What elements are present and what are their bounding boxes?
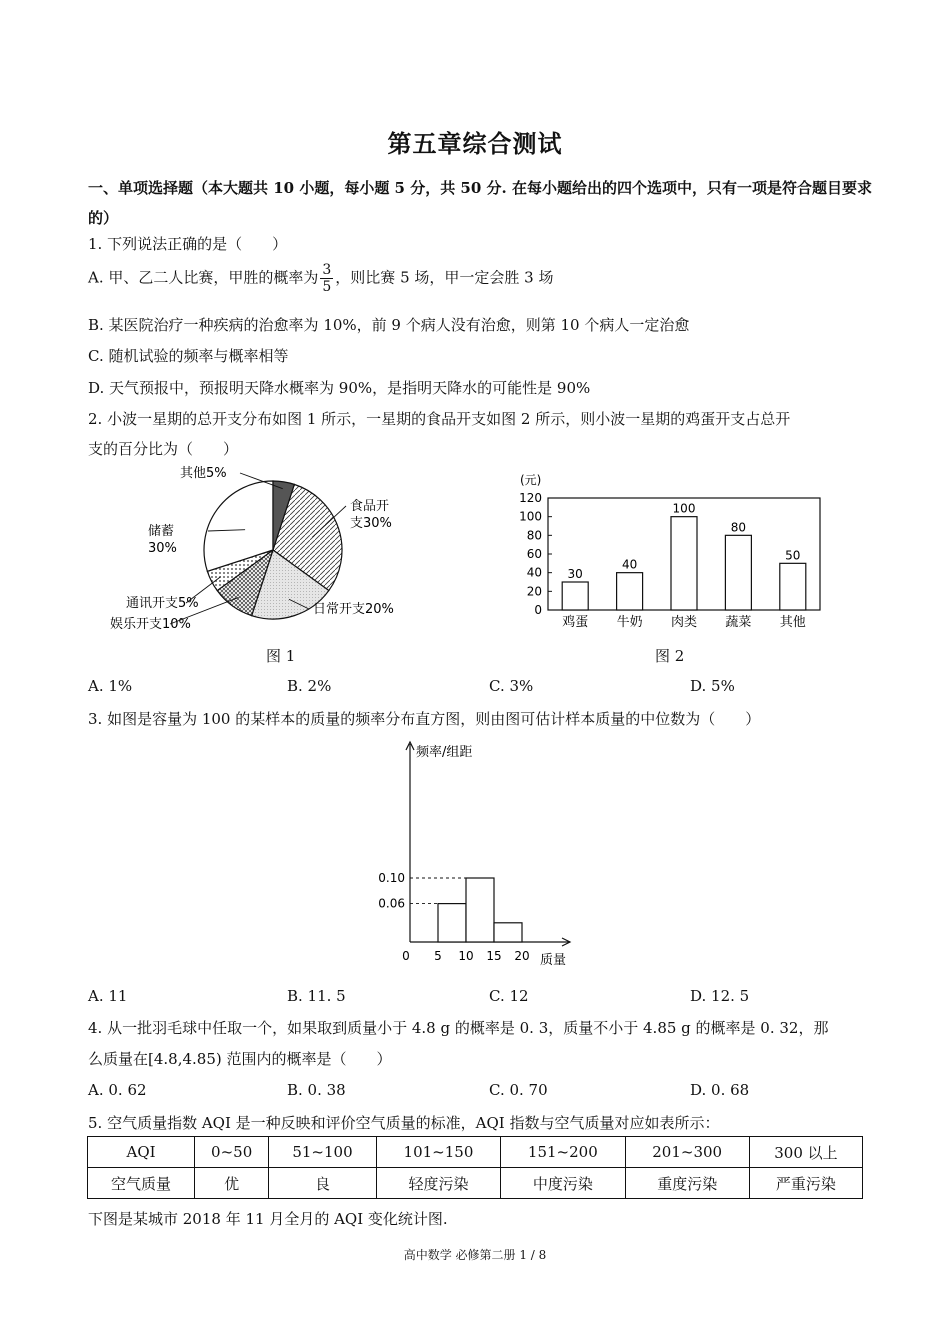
- x-tick-label: 20: [514, 949, 530, 963]
- page-title: 第五章综合测试: [387, 129, 563, 158]
- pie-label-line: 通讯开支5%: [126, 596, 199, 611]
- y-tick-label: 120: [519, 491, 542, 505]
- q4-option-b: B. 0. 38: [287, 1081, 346, 1099]
- q4-option-c: C. 0. 70: [489, 1081, 548, 1099]
- x-tick-label: 5: [434, 949, 442, 963]
- pie-label-line: 支30%: [350, 516, 392, 531]
- x-tick-label: 15: [486, 949, 502, 963]
- q2-option-b: B. 2%: [287, 677, 332, 695]
- pie-label: [313, 601, 394, 617]
- q2-option-d: D. 5%: [690, 677, 735, 695]
- bar-value-label: 50: [785, 548, 801, 563]
- histogram: [365, 738, 585, 970]
- fraction-denominator: 5: [322, 279, 332, 295]
- bar-value-label: 80: [730, 520, 747, 535]
- table-cell: 严重污染: [749, 1168, 862, 1199]
- y-tick-label: 0: [534, 603, 542, 617]
- table-cell: 重度污染: [625, 1168, 749, 1199]
- fraction-numerator: 3: [322, 262, 332, 278]
- q1-option-d: D. 天气预报中，预报明天降水概率为 90%，是指明天降水的可能性是 90%: [88, 379, 591, 397]
- bar-value-label: 100: [672, 501, 696, 516]
- table-cell: 中度污染: [501, 1168, 625, 1199]
- bar: [780, 563, 806, 610]
- bar: [671, 517, 697, 610]
- table-cell: 轻度污染: [376, 1168, 500, 1199]
- pie-label-line: 日常开支20%: [313, 602, 394, 617]
- q4-stem-line2: 么质量在[4.8,4.85) 范围内的概率是（ ）: [88, 1050, 392, 1068]
- x-category-label: 鸡蛋: [562, 615, 589, 630]
- q3-option-b: B. 11. 5: [287, 987, 346, 1005]
- table-cell: 51~100: [269, 1137, 377, 1168]
- table-row: [88, 1137, 863, 1168]
- x-category-label: 肉类: [670, 615, 698, 630]
- y-tick-label: 40: [526, 565, 542, 580]
- x-axis-label: 质量: [540, 953, 567, 968]
- y-tick-label: 20: [526, 584, 542, 599]
- x-category-label: 其他: [779, 615, 806, 630]
- aqi-table: [87, 1136, 863, 1199]
- bar: [725, 535, 751, 610]
- pie-label-line: 30%: [148, 541, 177, 556]
- table-cell: 300 以上: [749, 1137, 862, 1168]
- pie-label: [180, 465, 227, 481]
- table-cell: 151~200: [501, 1137, 625, 1168]
- q1-stem: 1. 下列说法正确的是（ ）: [88, 235, 288, 253]
- bar-chart: [500, 468, 840, 638]
- y-tick-label: 100: [519, 509, 542, 524]
- table-cell: 空气质量: [88, 1168, 195, 1199]
- q4-stem-line1: 4. 从一批羽毛球中任取一个，如果取到质量小于 4.8 g 的概率是 0. 3，质量不小于 4.85 g 的概率是 0. 32，那: [88, 1019, 829, 1037]
- pie-label: [110, 616, 191, 632]
- y-axis-label: (元): [520, 473, 542, 487]
- x-category-label: 蔬菜: [725, 615, 752, 630]
- table-cell: 优: [195, 1168, 269, 1199]
- y-tick-label: 0.10: [378, 871, 405, 885]
- q5-after-text: 下图是某城市 2018 年 11 月全月的 AQI 变化统计图.: [88, 1210, 448, 1228]
- q2-option-c: C. 3%: [489, 677, 534, 695]
- pie-label-line: 食品开: [350, 499, 390, 514]
- y-tick-label: 60: [526, 547, 542, 561]
- section-heading: 一、单项选择题（本大题共 10 小题，每小题 5 分，共 50 分. 在每小题给出的四个选项中，只有一项是符合题目要求的）: [88, 179, 872, 227]
- y-axis-label: 频率/组距: [416, 745, 473, 760]
- table-cell: 良: [269, 1168, 377, 1199]
- x-tick-label: 10: [458, 949, 474, 963]
- q1-option-c: C. 随机试验的频率与概率相等: [88, 347, 289, 365]
- pie-label: [148, 523, 177, 556]
- pie-label: [126, 595, 199, 611]
- histogram-bar: [466, 878, 494, 942]
- q2-option-a: A. 1%: [88, 677, 133, 695]
- table-row: [88, 1168, 863, 1199]
- x-category-label: 牛奶: [616, 615, 643, 630]
- y-tick-label: 80: [526, 528, 542, 543]
- pie-label: [350, 499, 392, 531]
- y-tick-label: 0.06: [378, 896, 405, 911]
- q4-option-d: D. 0. 68: [690, 1081, 750, 1099]
- pie-leader-line: [186, 577, 221, 603]
- table-cell: 201~300: [625, 1137, 749, 1168]
- pie-chart: [110, 455, 440, 640]
- bar-value-label: 30: [567, 567, 583, 581]
- pie-label-line: 其他5%: [180, 466, 227, 481]
- page-footer: 高中数学 必修第二册 1 / 8: [403, 1248, 547, 1262]
- figure-1-caption: 图 1: [266, 647, 296, 665]
- pie-label-line: 储蓄: [148, 524, 175, 539]
- q4-option-a: A. 0. 62: [88, 1081, 147, 1099]
- q3-stem: 3. 如图是容量为 100 的某样本的质量的频率分布直方图，则由图可估计样本质量的中位数为（ ）: [88, 710, 761, 728]
- q3-option-c: C. 12: [489, 987, 529, 1005]
- q3-option-a: A. 11: [88, 987, 128, 1005]
- table-cell: 101~150: [376, 1137, 500, 1168]
- x-tick-label: 0: [402, 949, 410, 963]
- q1-a-text: A. 甲、乙二人比赛，甲胜的概率为: [88, 268, 319, 287]
- histogram-bar: [438, 904, 466, 942]
- q5-stem: 5. 空气质量指数 AQI 是一种反映和评价空气质量的标准，AQI 指数与空气质量对应如表所示：: [88, 1114, 720, 1132]
- bar: [617, 573, 643, 610]
- table-cell: AQI: [88, 1137, 195, 1168]
- table-cell: 0~50: [195, 1137, 269, 1168]
- q2-stem-line1: 2. 小波一星期的总开支分布如图 1 所示，一星期的食品开支如图 2 所示，则小波一星期的鸡蛋开支占总开: [88, 410, 791, 428]
- bar-value-label: 40: [621, 557, 638, 572]
- fraction: [320, 262, 333, 295]
- q3-option-d: D. 12. 5: [690, 987, 750, 1005]
- q2-stem-line2: 支的百分比为（ ）: [88, 440, 239, 458]
- figure-2-caption: 图 2: [655, 647, 685, 665]
- q1-option-a: [88, 262, 553, 295]
- histogram-bar: [494, 923, 522, 942]
- pie-label-line: 娱乐开支10%: [110, 617, 191, 632]
- bar: [562, 582, 588, 610]
- q1-a-text-post: ，则比赛 5 场，甲一定会胜 3 场: [335, 268, 554, 287]
- q1-option-b: B. 某医院治疗一种疾病的治愈率为 10%，前 9 个病人没有治愈，则第 10 个病人一定治愈: [88, 316, 690, 334]
